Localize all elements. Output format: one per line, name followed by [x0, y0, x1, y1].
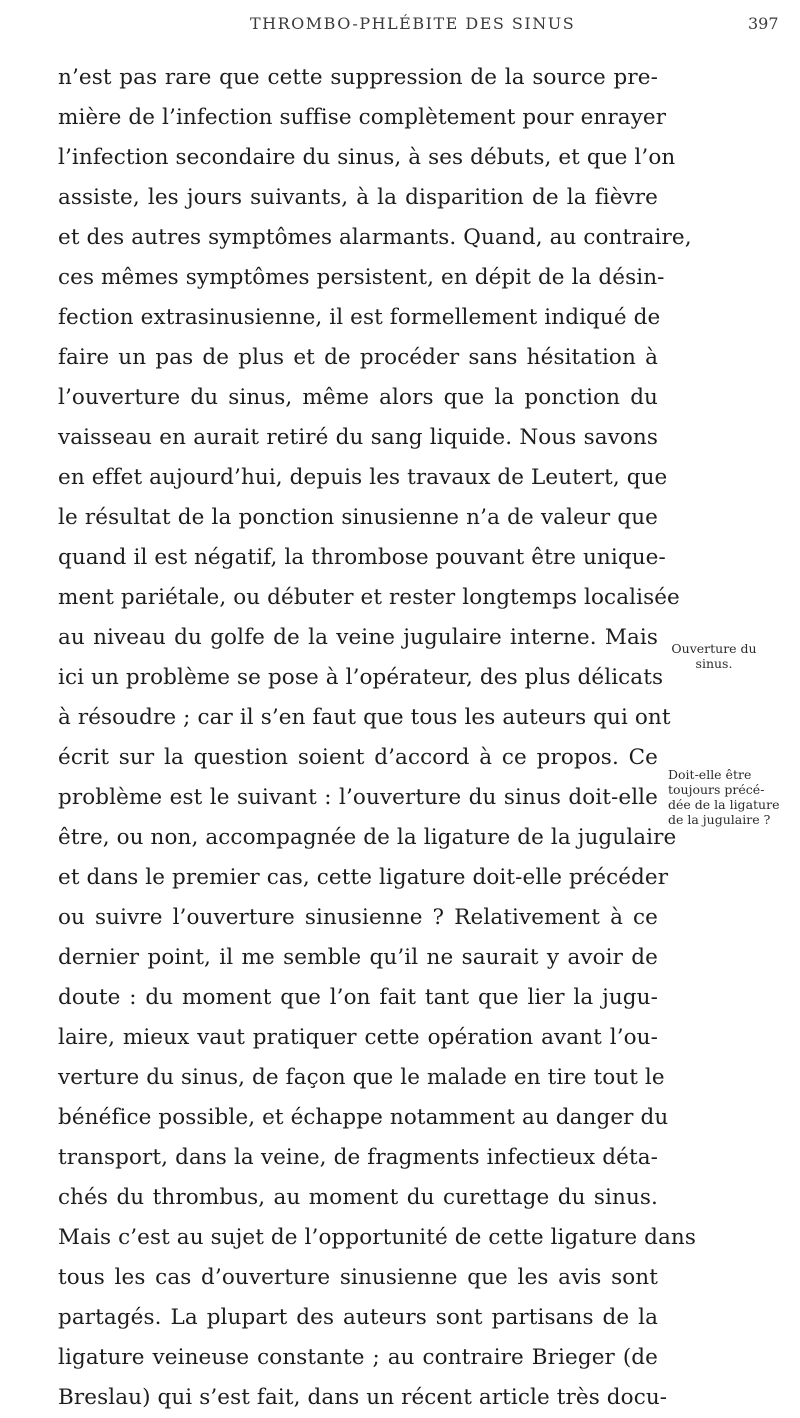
text-line: transport, dans la veine, de fragments infectieux déta-: [58, 1145, 658, 1170]
text-line: assiste, les jours suivants, à la disparition de la fièvre: [58, 185, 658, 210]
text-line: dernier point, il me semble qu’il ne saurait y avoir de: [58, 945, 658, 970]
text-line: vaisseau en aurait retiré du sang liquide. Nous savons: [58, 425, 658, 450]
text-line: le résultat de la ponction sinusienne n’a de valeur que: [58, 505, 658, 530]
text-line: au niveau du golfe de la veine jugulaire interne. Mais: [58, 625, 658, 650]
margin-note-line: de la jugulaire ?: [668, 812, 771, 827]
text-line: à résoudre ; car il s’en faut que tous les auteurs qui ont: [58, 705, 671, 730]
text-line: n’est pas rare que cette suppression de la source pre-: [58, 65, 658, 90]
text-line: ligature veineuse constante ; au contraire Brieger (de: [58, 1345, 658, 1370]
text-line: laire, mieux vaut pratiquer cette opération avant l’ou-: [58, 1025, 658, 1050]
text-line: fection extrasinusienne, il est formellement indiqué de: [58, 305, 661, 330]
text-line: problème est le suivant : l’ouverture du sinus doit-elle: [58, 785, 658, 810]
body-text: [58, 58, 696, 1418]
margin-note-line: sinus.: [695, 656, 733, 671]
margin-note-line: dée de la ligature: [668, 797, 780, 812]
text-line: et dans le premier cas, cette ligature doit-elle précéder: [58, 865, 669, 890]
text-line: l’infection secondaire du sinus, à ses débuts, et que l’on: [58, 145, 676, 170]
text-line: quand il est négatif, la thrombose pouvant être unique-: [58, 545, 666, 570]
text-line: chés du thrombus, au moment du curettage du sinus.: [58, 1185, 658, 1210]
margin-note-line: Ouverture du: [671, 641, 757, 656]
text-line: et des autres symptômes alarmants. Quand, au contraire,: [58, 225, 692, 250]
text-line: ces mêmes symptômes persistent, en dépit de la désin-: [58, 265, 665, 290]
page-number: 397: [748, 14, 779, 33]
text-line: bénéfice possible, et échappe notamment au danger du: [58, 1105, 669, 1130]
text-line: ici un problème se pose à l’opérateur, des plus délicats: [58, 665, 664, 690]
text-line: mière de l’infection suffise complètement pour enrayer: [58, 105, 667, 130]
margin-note-line: toujours précé-: [668, 782, 765, 797]
margin-note-opening-sinus: [668, 641, 788, 671]
text-line: écrit sur la question soient d’accord à ce propos. Ce: [58, 745, 658, 770]
running-head: [0, 14, 800, 38]
margin-note-ligature-question: [668, 767, 788, 827]
text-line: ou suivre l’ouverture sinusienne ? Relativement à ce: [58, 905, 658, 930]
text-line: tous les cas d’ouverture sinusienne que les avis sont: [58, 1265, 658, 1290]
text-line: verture du sinus, de façon que le malade en tire tout le: [58, 1065, 665, 1090]
text-line: en effet aujourd’hui, depuis les travaux de Leutert, que: [58, 465, 668, 490]
text-line: doute : du moment que l’on fait tant que lier la jugu-: [58, 985, 658, 1010]
text-line: Mais c’est au sujet de l’opportunité de cette ligature dans: [58, 1225, 696, 1250]
text-line: Breslau) qui s’est fait, dans un récent article très docu-: [58, 1385, 668, 1410]
text-line: l’ouverture du sinus, même alors que la ponction du: [58, 385, 658, 410]
text-line: faire un pas de plus et de procéder sans hésitation à: [58, 345, 658, 370]
text-line: être, ou non, accompagnée de la ligature de la jugulaire: [58, 825, 677, 850]
text-line: ment pariétale, ou débuter et rester longtemps localisée: [58, 585, 680, 610]
margin-note-line: Doit-elle être: [668, 767, 752, 782]
running-title: THROMBO-PHLÉBITE DES SINUS: [250, 14, 576, 33]
text-line: partagés. La plupart des auteurs sont partisans de la: [58, 1305, 658, 1330]
